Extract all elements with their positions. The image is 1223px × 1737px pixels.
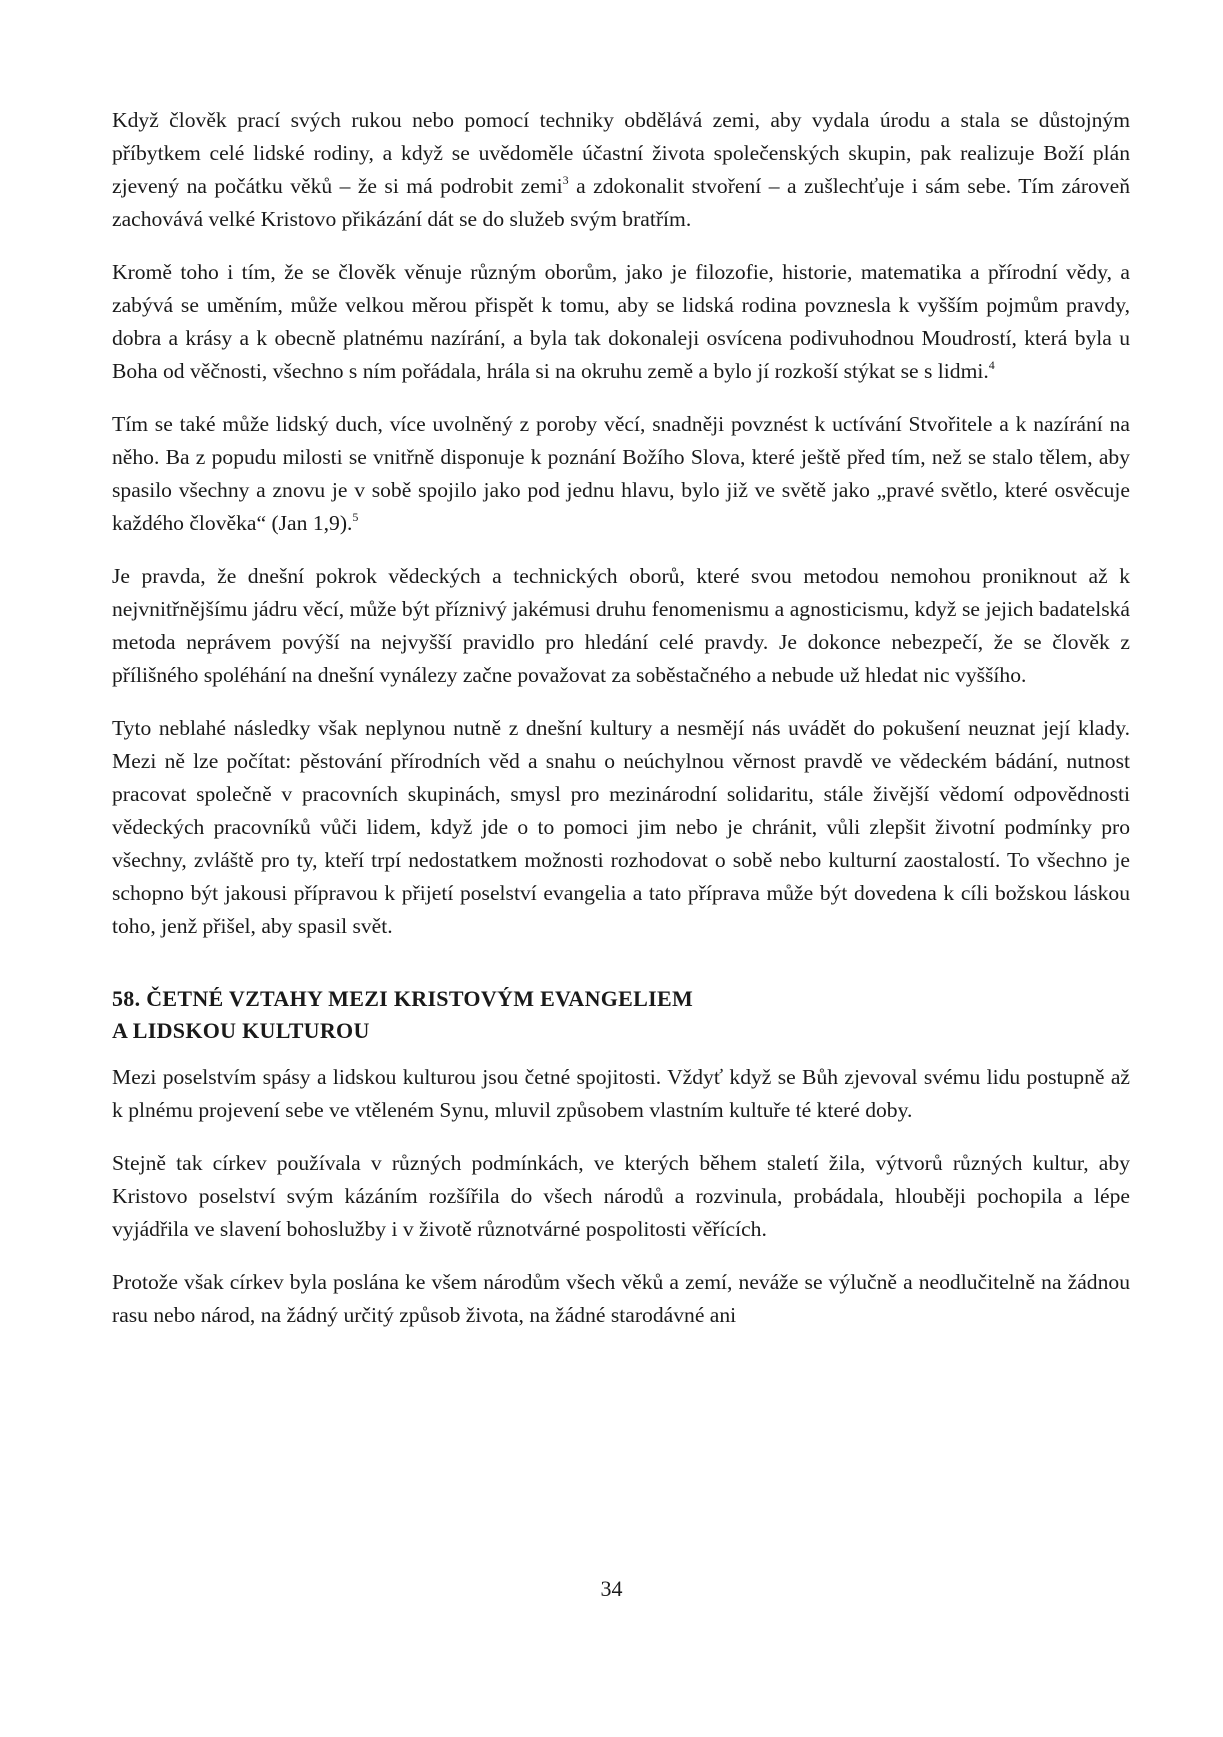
paragraph-text: a zdokonalit stvoření – a zušlechťuje i sám sebe. Tím zároveň zachovává velké Kristovo přikázání dát se do služeb svým bratřím. [112,174,1130,231]
paragraphs-bottom [112,1061,1130,1332]
paragraph [112,256,1130,388]
paragraph-text: Mezi poselstvím spásy a lidskou kulturou jsou četné spojitosti. Vždyť když se Bůh zjevoval svému lidu postupně až k plnému projevení sebe ve vtěleném Synu, mluvil způsobem vlastním kultuře té které doby. [112,1065,1130,1122]
paragraph [112,1061,1130,1127]
paragraph [112,1147,1130,1246]
paragraph [112,408,1130,540]
paragraph-text: Stejně tak církev používala v různých podmínkách, ve kterých během staletí žila, výtvorů různých kultur, aby Kristovo poselství svým kázáním rozšířila do všech národů a rozvinula, probádala, hlouběji pochopila a lépe vyjádřila ve slavení bohoslužby i v životě různotvárné pospolitosti věřících. [112,1151,1130,1241]
footnote-marker: 5 [352,510,359,524]
paragraphs-top [112,104,1130,943]
page-number: 34 [600,1576,623,1601]
paragraph-text: Je pravda, že dnešní pokrok vědeckých a technických oborů, které svou metodou nemohou proniknout až k nejvnitřnějšímu jádru věcí, může být příznivý jakémusi druhu fenomenismu a agnosticismu, když se jejich badatelská metoda neprávem povýší na nejvyšší pravidlo pro hledání celé pravdy. Je dokonce nebezpečí, že se člověk z přílišného spoléhání na dnešní vynálezy začne považovat za soběstačného a nebude už hledat nic vyššího. [112,564,1130,687]
paragraph [112,1266,1130,1332]
section-heading [112,983,1130,1047]
paragraph-text: Tím se také může lidský duch, více uvolněný z poroby věcí, snadněji povznést k uctívání Stvořitele a k nazírání na něho. Ba z popudu milosti se vnitřně disponuje k poznání Božího Slova, které ještě před tím, než se stalo tělem, aby spasilo všechny a znovu je v sobě spojilo jako pod jednu hlavu, bylo již ve světě jako „pravé světlo, které osvěcuje každého člověka“ (Jan 1,9). [112,412,1130,535]
paragraph-text: Když člověk prací svých rukou nebo pomocí techniky obdělává zemi, aby vydala úrodu a stala se důstojným příbytkem celé lidské rodiny, a když se uvědoměle účastní života společenských skupin, pak realizuje Boží plán zjevený na počátku věků – že si má podrobit zemi [112,108,1130,198]
paragraph-text: Protože však církev byla poslána ke všem národům všech věků a zemí, neváže se výlučně a neodlučitelně na žádnou rasu nebo národ, na žádný určitý způsob života, na žádné starodávné ani [112,1270,1130,1327]
footnote-marker: 3 [562,173,569,187]
paragraph [112,560,1130,692]
paragraph-text: Tyto neblahé následky však neplynou nutně z dnešní kultury a nesmějí nás uvádět do pokušení neuznat její klady. Mezi ně lze počítat: pěstování přírodních věd a snahu o neúchylnou věrnost pravdě ve vědeckém bádání, nutnost pracovat společně v pracovních skupinách, smysl pro mezinárodní solidaritu, stále živější vědomí odpovědnosti vědeckých pracovníků vůči lidem, když jde o to pomoci jim nebo je chránit, vůli zlepšit životní podmínky pro všechny, zvláště pro ty, kteří trpí nedostatkem možnosti rozhodovat o sobě nebo kulturní zaostalostí. To všechno je schopno být jakousi přípravou k přijetí poselství evangelia a tato příprava může být dovedena k cíli božskou láskou toho, jenž přišel, aby spasil svět. [112,716,1130,938]
paragraph-text: Kromě toho i tím, že se člověk věnuje různým oborům, jako je filozofie, historie, matematika a přírodní vědy, a zabývá se uměním, může velkou měrou přispět k tomu, aby se lidská rodina povznesla k vyšším pojmům pravdy, dobra a krásy a k obecně platnému nazírání, a byla tak dokonaleji osvícena podivuhodnou Moudrostí, která byla u Boha od věčnosti, všechno s ním pořádala, hrála si na okruhu země a bylo jí rozkoší stýkat se s lidmi. [112,260,1130,383]
footnote-marker: 4 [988,358,995,372]
section-heading-line-2: A LIDSKOU KULTUROU [112,1018,370,1043]
page-content [112,104,1130,1352]
paragraph [112,104,1130,236]
section-heading-line-1: 58. ČETNÉ VZTAHY MEZI KRISTOVÝM EVANGELIEM [112,986,694,1011]
paragraph [112,712,1130,943]
